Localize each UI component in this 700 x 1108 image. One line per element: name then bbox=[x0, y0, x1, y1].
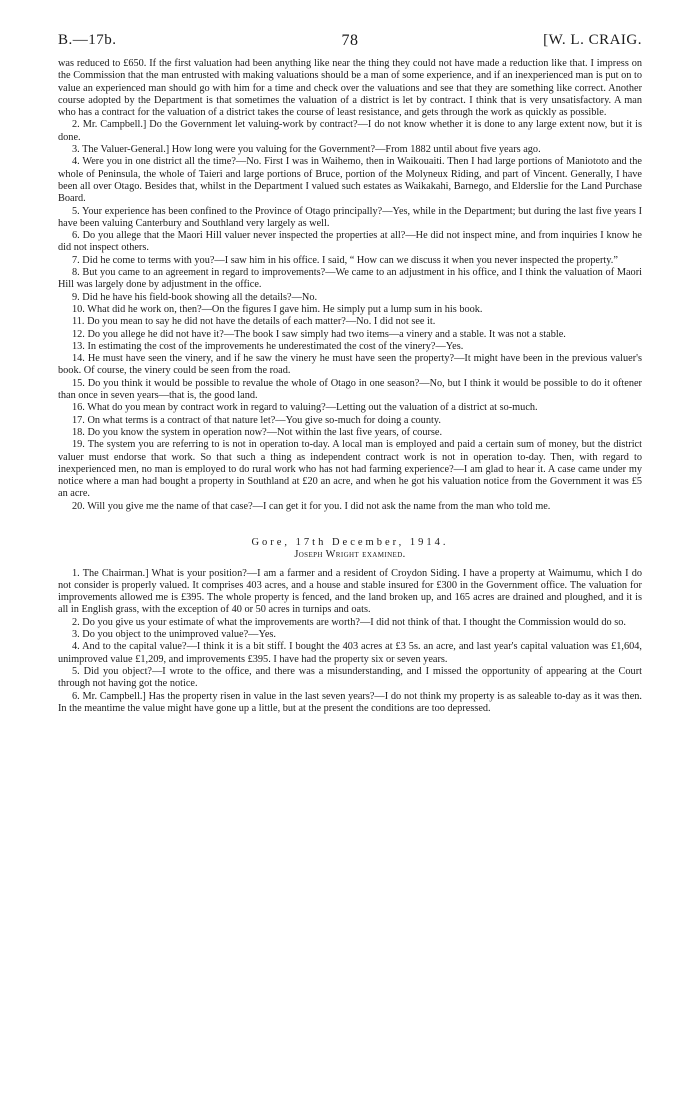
paragraph: 11. Do you mean to say he did not have the details of each matter?—No. I did not see it. bbox=[72, 316, 436, 328]
paragraph: 5. Your experience has been confined to the Province of Otago principally?—Yes, while in the Department; but during the last five years I have been valuing Canterbury and Southland very largely as well. bbox=[58, 205, 642, 229]
paragraph: 9. Did he have his field-book showing all the details?—No. bbox=[72, 291, 318, 303]
section-heading: Gore, 17th December, 1914. bbox=[251, 536, 449, 548]
paragraph: 19. The system you are referring to is not in operation to-day. A local man is employed and paid a certain sum of money, but the district valuer must endorse that work. So that such a thing as independent contract work is not in operation to-day. Then, with regard to inexperienced men, no man is employed to do rural work who has not had farming experience?—I am glad to hear it. A case came under my notice where a man had bought a property in Southland at £20 an acre, and when he got his valuation notice from the Government it was £5 an acre. bbox=[58, 439, 642, 500]
paragraph: 14. He must have seen the vinery, and if he saw the vinery he must have seen the property?—It might have been in the previous valuer's book. Of course, the vinery could be seen from the road. bbox=[58, 353, 642, 377]
paragraph: 3. Do you object to the unimproved value?—Yes. bbox=[72, 629, 277, 641]
paragraph: 1. The Chairman.] What is your position?—I am a farmer and a resident of Croydon Siding. I have a property at Waimumu, which I do not consider is properly valued. It comprises 403 acres, and a house and stable insured for £300 in the Government office. The valuation for improvements allowed me is £395. The whole property is fenced, and the land broken up, and 165 acres are drained and ploughed, and it is all in English grass, with the exception of 40 or 50 acres in turnips and oats. bbox=[58, 567, 642, 616]
paragraph: was reduced to £650. If the first valuation had been anything like near the thing they could not have made a reduction like that. I impress on the Commission that the man entrusted with making valuations should be a man of some experience, and if an inexperienced man is put on to value an experienced man should go with him for a time and check over the valuations and see that they are something like correct. Another course adopted by the Department is that sometimes the valuation of a district is let by contract. I think that is very unsatisfactory. A man who has a contract for the valuation of a district takes the course of least resistance, and gets through the work as quickly as possible. bbox=[58, 58, 642, 119]
paragraph: 2. Mr. Campbell.] Do the Government let valuing-work by contract?—I do not know whether it is done to any large extent now, but it is done. bbox=[58, 119, 642, 143]
paragraph: 2. Do you give us your estimate of what the improvements are worth?—I did not think of that. I thought the Commission would do so. bbox=[72, 616, 626, 628]
paragraph: 6. Mr. Campbell.] Has the property risen in value in the last seven years?—I do not think my property is as saleable to-day as it was then. In the meantime the value might have gone up a little, but at the present the conditions are too depressed. bbox=[58, 690, 642, 714]
paragraph: 7. Did he come to terms with you?—I saw him in his office. I said, “ How can we discuss it when you never inspected the property.” bbox=[72, 254, 618, 266]
paragraph: 4. Were you in one district all the time?—No. First I was in Waihemo, then in Waikouaiti. Then I had large portions of Maniototo and the whole of Peninsula, the whole of Taieri and large portions of Bruce, portion of the Molyneux Riding, and part of Vincent. Generally, I have been all over Otago. Besides that, whilst in the Department I valued such estates as Waikakahi, Barnego, and Elderslie for the Land Purchase Board. bbox=[58, 156, 642, 205]
paragraph: 3. The Valuer-General.] How long were you valuing for the Government?—From 1882 until about five years ago. bbox=[72, 144, 541, 156]
paragraph: 12. Do you allege he did not have it?—The book I saw simply had two items—a vinery and a stable. It was not a stable. bbox=[72, 328, 566, 340]
paragraph: 15. Do you think it would be possible to revalue the whole of Otago in one season?—No, but I think it would be possible to do it oftener than once in seven years—that is, the good land. bbox=[58, 377, 642, 402]
paragraph: 6. Do you allege that the Maori Hill valuer never inspected the properties at all?—He did not inspect mine, and from inquiries I know he did not inspect others. bbox=[58, 230, 642, 254]
paragraph: 18. Do you know the system in operation now?—Not within the last five years, of course. bbox=[72, 426, 443, 438]
paragraph: 20. Will you give me the name of that case?—I can get it for you. I did not ask the name from the man who told me. bbox=[72, 500, 551, 512]
witness-name-header: [W. L. CRAIG. bbox=[543, 32, 642, 48]
report-reference: B.—17b. bbox=[58, 32, 117, 48]
paragraph: 10. What did he work on, then?—On the figures I gave him. He simply put a lump sum in his book. bbox=[72, 303, 483, 315]
paragraph: 8. But you came to an agreement in regard to improvements?—We came to an adjustment in his office, and I think the valuation of Maori Hill was largely done by adjustment in the office. bbox=[58, 267, 642, 291]
paragraph: 5. Did you object?—I wrote to the office, and there was a misunderstanding, and I missed the opportunity of appearing at the Court through not having got the notice. bbox=[58, 665, 642, 690]
page-number: 78 bbox=[341, 32, 359, 49]
page-header bbox=[58, 32, 642, 52]
paragraph: 16. What do you mean by contract work in regard to valuing?—Letting out the valuation of a district at so-much. bbox=[72, 402, 538, 414]
body-text bbox=[58, 58, 642, 715]
paragraph: 17. On what terms is a contract of that nature let?—You give so-much for doing a county. bbox=[72, 414, 441, 426]
witness-heading: Joseph Wright examined. bbox=[294, 549, 406, 561]
paragraph: 4. And to the capital value?—I think it is a bit stiff. I bought the 403 acres at £3 5s. an acre, and last year's capital valuation was £1,604, unimproved value £1,209, and improvements £395. I have had the property six or seven years. bbox=[58, 641, 642, 665]
paragraph: 13. In estimating the cost of the improvements he underestimated the cost of the vinery?—Yes. bbox=[72, 340, 464, 352]
